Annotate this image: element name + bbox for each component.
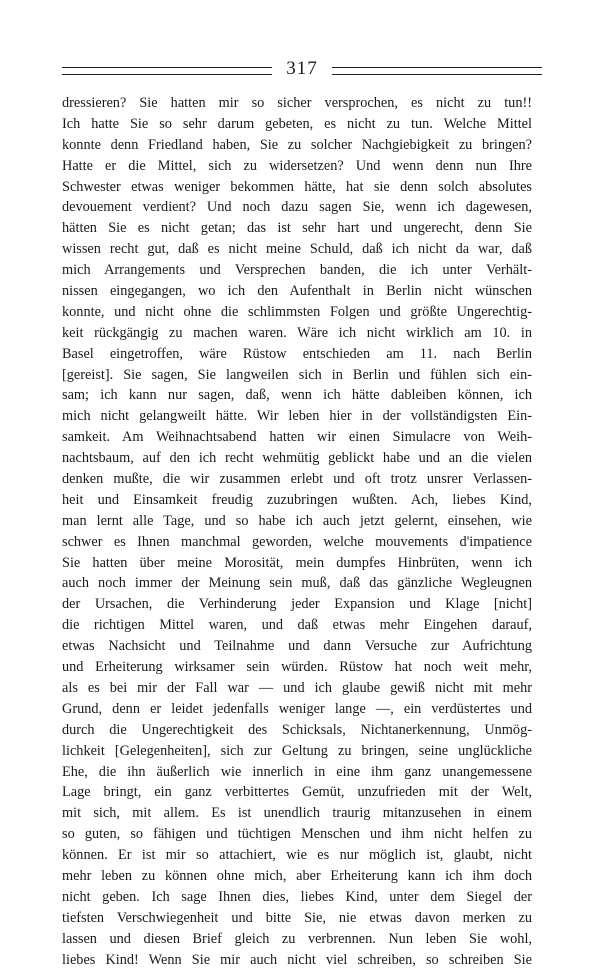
text-line: devouement verdient? Und noch dazu sagen Sie, wenn ich dagewesen, (62, 199, 532, 216)
text-line: man lernt alle Tage, und so habe ich auch jetzt gelernt, einsehen, wie (62, 512, 532, 529)
text-line: konnte denn Friedland haben, Sie zu solcher Nachgiebigkeit zu bringen? (62, 136, 532, 153)
text-line: dressieren? Sie hatten mir so sicher versprochen, es nicht zu tun!! (62, 95, 532, 111)
text-line: auch noch immer der Meinung sein muß, daß das gänzliche Wegleugnen (62, 575, 532, 592)
text-line: hätten Sie es nicht getan; das ist sehr hart und ungerecht, denn Sie (62, 220, 532, 237)
text-line: sam; ich kann nur sagen, daß, wenn ich hätte dableiben können, ich (62, 387, 532, 404)
text-line: Grund, denn er leidet jedenfalls weniger lange —, ein verdüstertes und (62, 700, 532, 717)
text-line: der Ursachen, die Verhinderung jeder Expansion und Klage [nicht] (62, 596, 532, 613)
text-line: wissen recht gut, daß es nicht meine Schuld, daß ich nicht da war, daß (62, 241, 532, 258)
text-line: konnte, und nicht ohne die schlimmsten Folgen und größte Ungerechtig- (62, 303, 532, 320)
text-line: Sie hatten über meine Morosität, mein dumpfes Hinbrüten, wenn ich (62, 554, 532, 571)
text-line: schwer es Ihnen manchmal geworden, welche mouvements d'impatience (62, 533, 532, 550)
text-line: mich nicht gelangweilt hätte. Wir leben hier in der vollständigsten Ein- (62, 408, 532, 425)
text-line: durch die Ungerechtigkeit des Schicksals, Nichtanerkennung, Unmög- (62, 721, 532, 738)
page-header (62, 54, 542, 84)
header-rule-right (332, 67, 542, 75)
text-line: [gereist]. Sie sagen, Sie langweilen sich in Berlin und fühlen sich ein- (62, 366, 532, 383)
text-line: nachtsbaum, auf den ich recht wehmütig geblickt habe und an die vielen (62, 450, 532, 467)
text-line: denken mußte, die wir zusammen erlebt und oft trotz unsrer Verlassen- (62, 471, 532, 488)
text-line: nissen eingegangen, wo ich den Aufenthalt in Berlin nicht wünschen (62, 283, 532, 300)
text-line: mehr leben zu können ohne mich, aber Erheiterung kann ich ihm doch (62, 867, 532, 884)
text-line: Schwester etwas weniger bekommen hätte, hat sie denn solch absolutes (62, 178, 532, 195)
text-line: Hatte er die Mittel, sich zu widersetzen? Und wenn denn nun Ihre (62, 157, 532, 174)
text-line: heit und Einsamkeit freudig zuzubringen wußten. Ach, liebes Kind, (62, 491, 532, 508)
text-line: Ich hatte Sie so sehr darum gebeten, es nicht zu tun. Welche Mittel (62, 115, 532, 132)
text-line: als es bei mir der Fall war — und ich glaube gewiß nicht mit mehr (62, 679, 532, 696)
text-line: Ehe, die ihn äußerlich wie innerlich in eine ihm ganz unangemessene (62, 763, 532, 780)
text-line: etwas Nachsicht und Teilnahme und dann Versuche zur Aufrichtung (62, 638, 532, 655)
letter-text (62, 93, 532, 970)
text-line: nicht geben. Ich sage Ihnen dies, liebes Kind, unter dem Siegel der (62, 888, 532, 905)
text-line: und Erheiterung wirksamer sein würden. Rüstow hat noch weit mehr, (62, 659, 532, 676)
text-line: samkeit. Am Weihnachtsabend hatten wir einen Simulacre von Weih- (62, 429, 532, 446)
text-line: können. Er ist mir so attachiert, wie es nur möglich ist, glaubt, nicht (62, 847, 532, 864)
text-line: keit rückgängig zu machen waren. Wäre ich nicht wirklich am 10. in (62, 324, 532, 341)
text-line: lichkeit [Gelegenheiten], sich zur Geltung zu bringen, seine unglückliche (62, 742, 532, 759)
text-line: Lage bringt, ein ganz verbittertes Gemüt, unzufrieden mit der Welt, (62, 784, 532, 801)
page-number: 317 (286, 58, 318, 79)
text-line: tiefsten Verschwiegenheit und bitte Sie, nie etwas davon merken zu (62, 909, 532, 926)
text-line: so guten, so fähigen und tüchtigen Menschen und ihm nicht helfen zu (62, 826, 532, 843)
text-line: mit sich, mit allem. Es ist unendlich traurig mitanzusehen in einem (62, 805, 532, 822)
text-line: lassen und diesen Brief gleich zu verbrennen. Nun leben Sie wohl, (62, 930, 532, 947)
text-line: die richtigen Mittel waren, und daß etwas mehr Eingehen darauf, (62, 617, 532, 634)
text-line: liebes Kind! Wenn Sie mir auch nicht viel schreiben, so schreiben Sie (62, 951, 532, 968)
text-line: mich Arrangements und Versprechen banden, die ich unter Verhält- (62, 262, 532, 279)
text-line: Basel eingetroffen, wäre Rüstow entschieden am 11. nach Berlin (62, 345, 532, 362)
